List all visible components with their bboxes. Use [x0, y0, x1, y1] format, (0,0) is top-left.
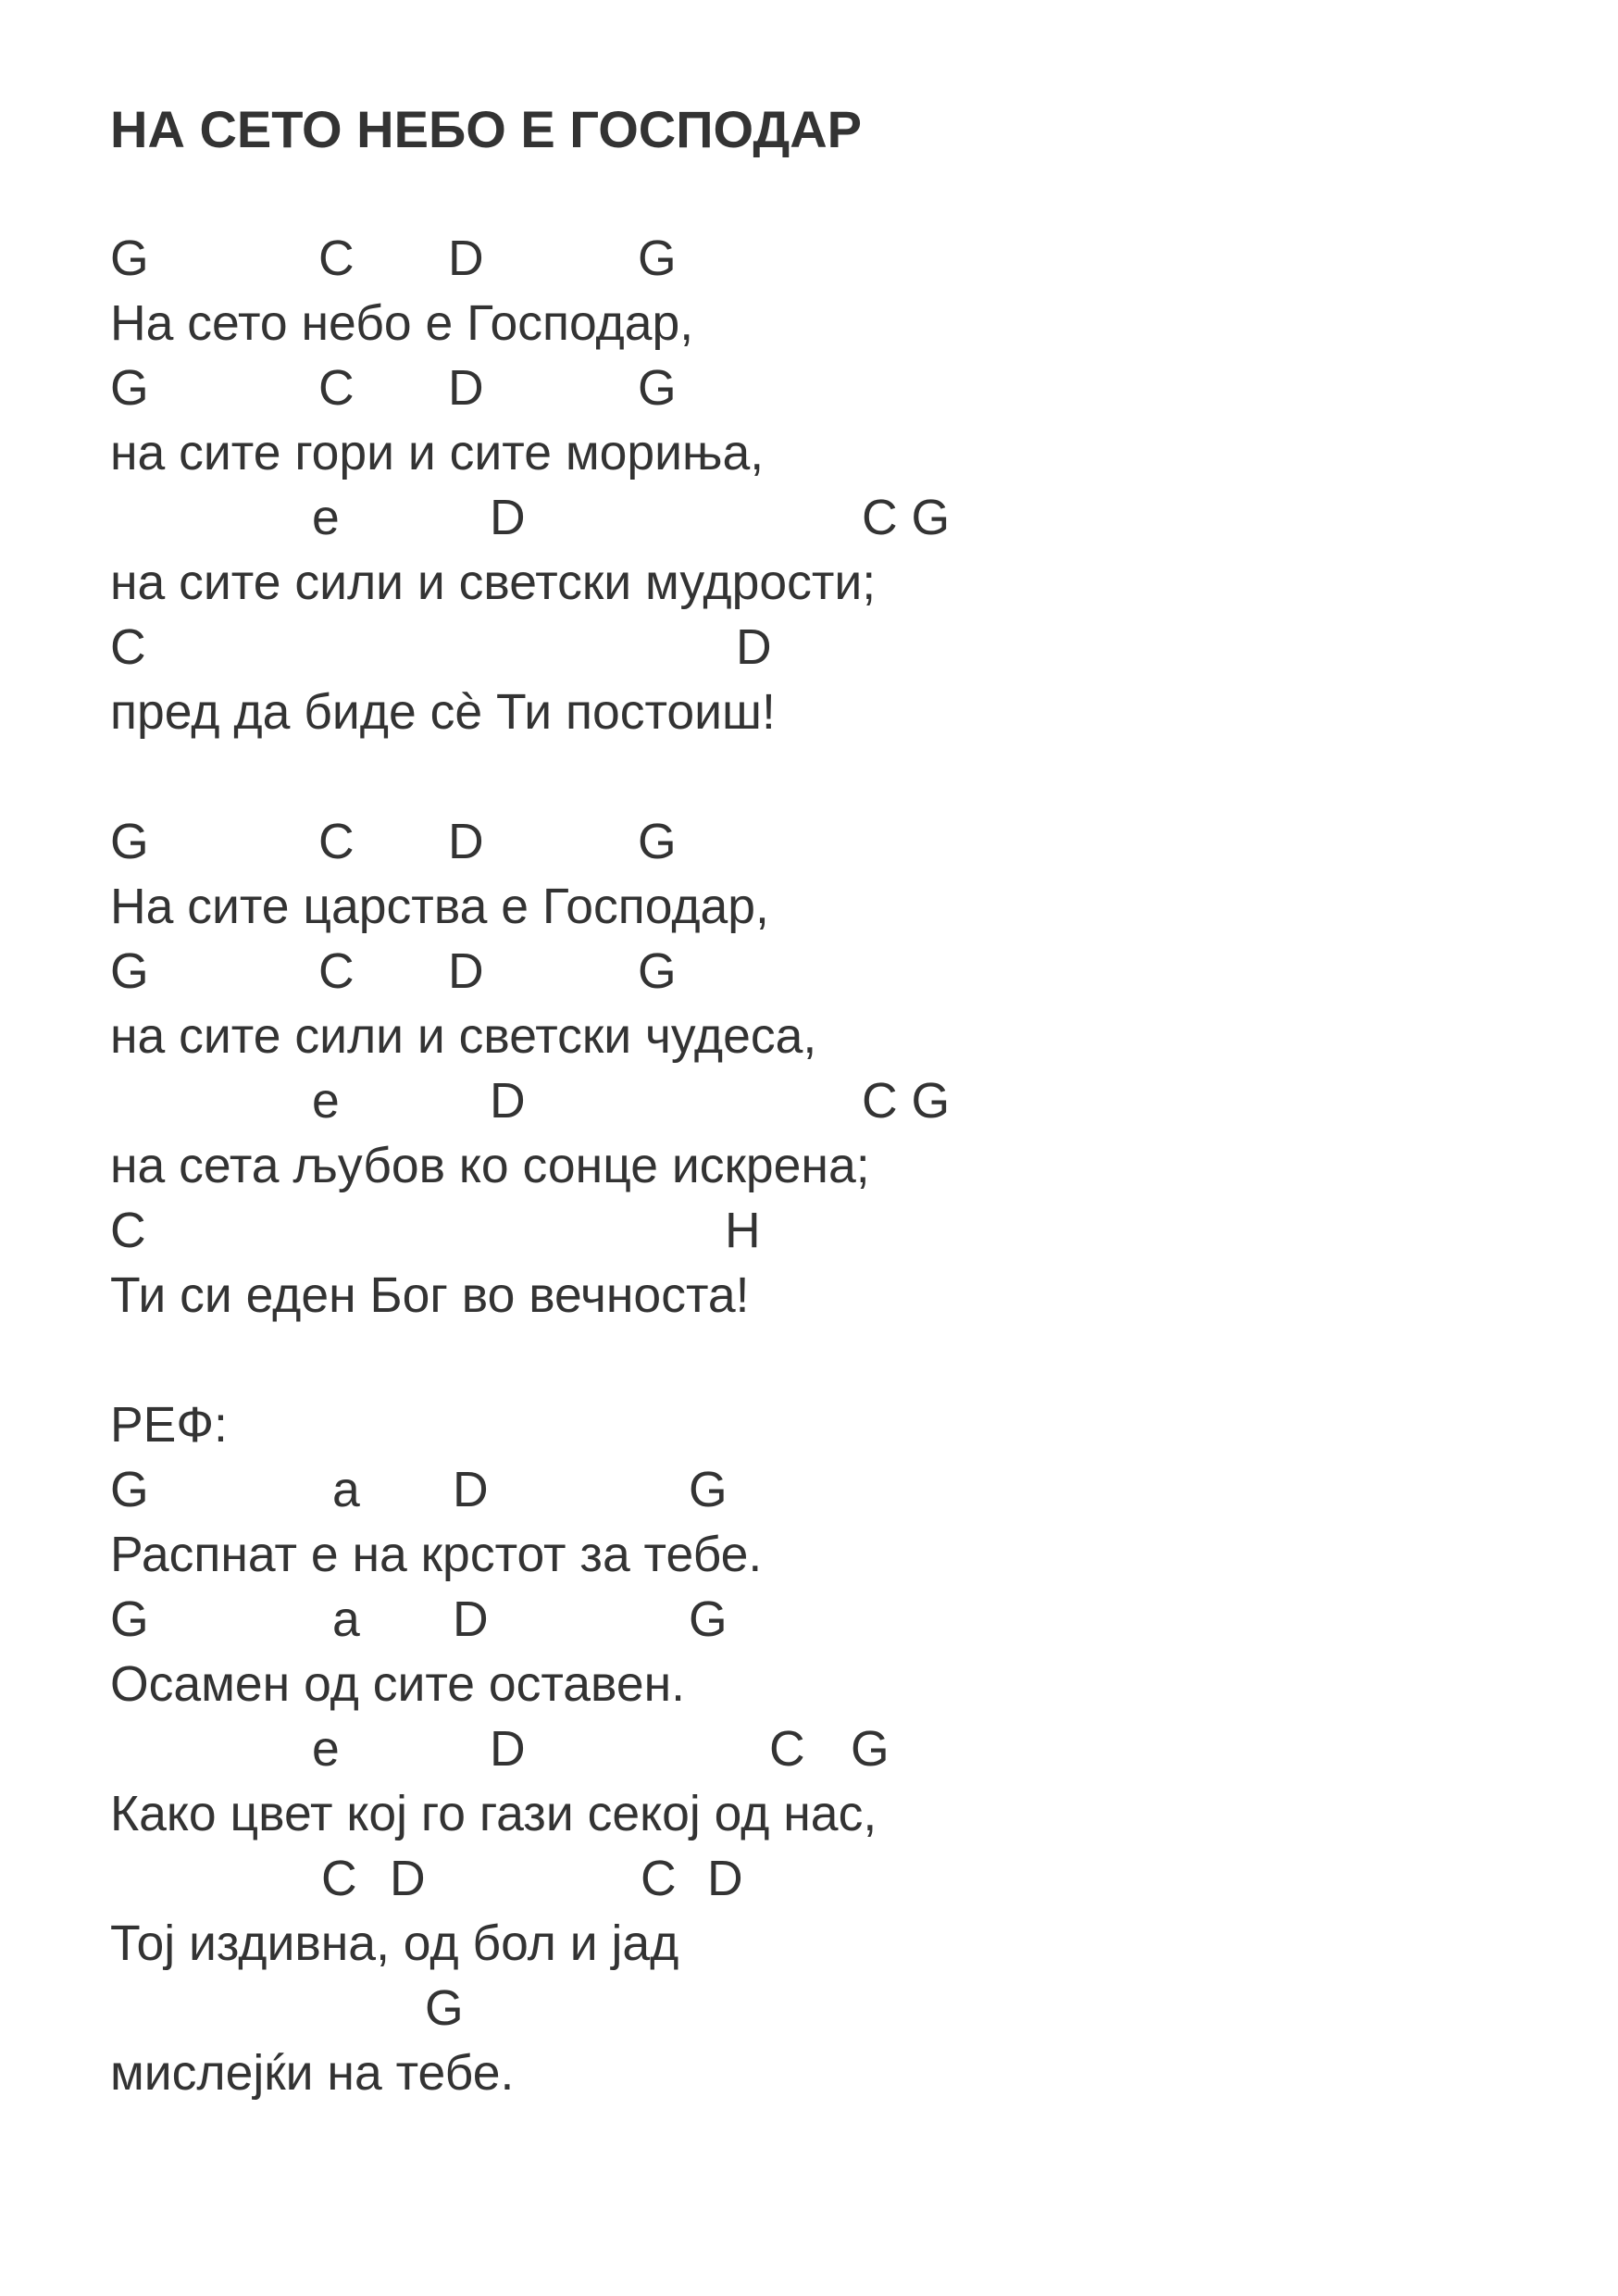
lyric-line: на сите сили и светски чудеса, — [110, 1009, 817, 1064]
chord: G — [110, 815, 149, 869]
chord: G — [110, 944, 149, 999]
chord: C — [318, 231, 355, 286]
chord: D — [390, 1852, 426, 1906]
chord-line — [110, 616, 1499, 680]
lyric-line: Како цвет кој го гази секој од нас, — [110, 1787, 877, 1841]
chord-line — [110, 356, 1499, 421]
chord-line — [110, 1588, 1499, 1653]
chord: G — [638, 815, 677, 869]
chord: D — [490, 1074, 526, 1129]
chord: D — [448, 361, 484, 416]
chord: C — [318, 815, 355, 869]
lyric-line: на сите сили и светски мудрости; — [110, 555, 877, 610]
lyric-line: на сите гори и сите морињa, — [110, 426, 765, 480]
lyric-line: пред да биде сѐ Ти постоиш! — [110, 685, 776, 740]
chord: C — [641, 1852, 677, 1906]
lyric-line: на сета љубов ко сонце искрена; — [110, 1139, 870, 1193]
chord: G — [638, 231, 677, 286]
chord: D — [736, 620, 772, 675]
chord: C — [318, 944, 355, 999]
lyric-line: Распнат е на крстот за тебе. — [110, 1528, 763, 1582]
chord: D — [448, 231, 484, 286]
chord: C — [321, 1852, 357, 1906]
chord: D — [448, 944, 484, 999]
chord: D — [453, 1592, 489, 1647]
chord: G — [851, 1722, 890, 1777]
chord: G — [425, 1981, 464, 2036]
stanza-gap — [110, 1329, 1499, 1393]
chord: D — [448, 815, 484, 869]
chord: G — [689, 1463, 728, 1517]
lyric-line: Ти си еден Бог во вечноста! — [110, 1268, 750, 1323]
chord: C — [110, 620, 146, 675]
chord: G — [638, 361, 677, 416]
chord: G — [110, 1592, 149, 1647]
chord-line — [110, 227, 1499, 292]
chord: C — [110, 1204, 146, 1258]
chord: C — [318, 361, 355, 416]
song-body — [110, 227, 1499, 2106]
chord: D — [453, 1463, 489, 1517]
song-sheet — [110, 97, 1499, 2106]
chord: C G — [862, 1074, 951, 1129]
chord: e — [312, 1722, 340, 1777]
chord: G — [689, 1592, 728, 1647]
lyric-line: На сето небо е Господар, — [110, 296, 694, 351]
chord: a — [332, 1463, 360, 1517]
lyric-line: Осамен од сите оставен. — [110, 1657, 686, 1712]
chord-line — [110, 1977, 1499, 2041]
lyric-line: На сите царства е Господар, — [110, 880, 769, 934]
chord: C — [769, 1722, 805, 1777]
chord-line — [110, 1069, 1499, 1134]
stanza-gap — [110, 745, 1499, 810]
refrain-label: РЕФ: — [110, 1398, 228, 1453]
lyric-line: мислејќи на тебе. — [110, 2046, 515, 2101]
chord: G — [638, 944, 677, 999]
chord-line — [110, 1717, 1499, 1782]
chord-line — [110, 1458, 1499, 1523]
chord: G — [110, 1463, 149, 1517]
lyric-line: Тој издивна, од бол и јад — [110, 1916, 679, 1971]
chord: H — [725, 1204, 761, 1258]
chord-line — [110, 810, 1499, 875]
chord: G — [110, 231, 149, 286]
chord: D — [490, 491, 526, 545]
chord: D — [490, 1722, 526, 1777]
chord: D — [707, 1852, 743, 1906]
song-title: НА СЕТО НЕБО Е ГОСПОДАР — [110, 100, 862, 158]
chord: G — [110, 361, 149, 416]
chord-line — [110, 1199, 1499, 1264]
chord: e — [312, 491, 340, 545]
chord-line — [110, 1847, 1499, 1912]
chord-line — [110, 486, 1499, 551]
chord: a — [332, 1592, 360, 1647]
chord: C G — [862, 491, 951, 545]
chord-line — [110, 940, 1499, 1004]
chord: e — [312, 1074, 340, 1129]
